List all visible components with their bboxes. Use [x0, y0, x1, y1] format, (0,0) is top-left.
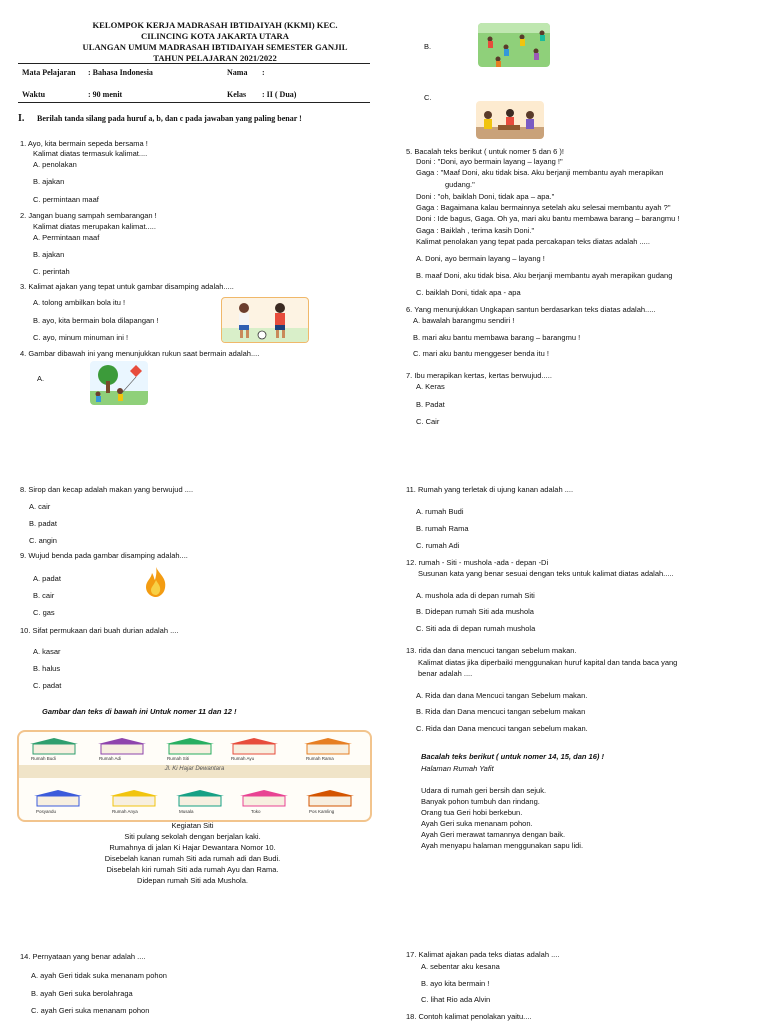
q13-stem-2: Kalimat diatas jika diperbaiki menggunakan huruf kapital dan tanda baca yang [418, 658, 678, 667]
q7-stem: 7. Ibu merapikan kertas, kertas berwujud..... [406, 371, 552, 380]
nama-value: : [262, 68, 265, 77]
house-top-0 [30, 738, 78, 754]
text-14-16-line-3: Orang tua Geri hobi berkebun. [421, 808, 523, 817]
q3-option-c[interactable]: C. ayo, minum minuman ini ! [33, 333, 129, 342]
house-label-posyandu: Posyandu [36, 809, 57, 814]
q13-option-c[interactable]: C. Rida dan Dana mencuci tangan sebelum makan. [416, 724, 588, 733]
q13-option-b[interactable]: B. Rida dan Dana mencuci tangan sebelum makan [416, 707, 586, 716]
section-number: I. [18, 113, 25, 124]
q1-option-b[interactable]: B. ajakan [33, 177, 65, 186]
q4-option-a[interactable]: A. [37, 374, 45, 383]
waktu-label: Waktu [22, 90, 46, 99]
q5-dialog-4: Gaga : Bagaimana kalau bermainnya setelah aku selesai membantu ayah ?" [416, 203, 671, 212]
q12-option-c[interactable]: C. Siti ada di depan rumah mushola [416, 624, 536, 633]
q13-stem-3: benar adalah .... [418, 669, 473, 678]
q17-option-a[interactable]: A. sebentar aku kesana [421, 962, 500, 971]
text-14-16-line-2: Banyak pohon tumbuh dan rindang. [421, 797, 540, 806]
text-14-16-line-4: Ayah Geri suka menanam pohon. [421, 819, 533, 828]
q8-option-b[interactable]: B. padat [29, 519, 57, 528]
q11-stem: 11. Rumah yang terletak di ujung kanan adalah .... [406, 485, 574, 494]
house-top-3 [230, 738, 278, 754]
q6-stem: 6. Yang menunjukkan Ungkapan santun berdasarkan teks diatas adalah..... [406, 305, 656, 314]
q9-option-b[interactable]: B. cair [33, 591, 55, 600]
house-bottom-0 [34, 790, 82, 806]
house-label-anya: Rumah Anya [112, 809, 138, 814]
q11-option-a[interactable]: A. rumah Budi [416, 507, 464, 516]
q3-option-b[interactable]: B. ayo, kita bermain bola dilapangan ! [33, 316, 159, 325]
note-11-12: Gambar dan teks di bawah ini Untuk nomer 11 dan 12 ! [42, 707, 237, 716]
house-label-siti: Rumah Siti [167, 756, 190, 761]
houses-map [17, 730, 372, 822]
text-14-16-line-6: Ayah menyapu halaman menggunakan sapu lidi. [421, 841, 584, 850]
header-line-1: KELOMPOK KERJA MADRASAH IBTIDAIYAH (KKMI) KEC. [92, 20, 338, 30]
house-label-budi: Rumah Budi [31, 756, 56, 761]
q7-option-c[interactable]: C. Cair [416, 417, 440, 426]
q5-dialog-1: Doni : "Doni, ayo bermain layang – layang !" [416, 157, 563, 166]
header-rule-bottom [18, 102, 370, 103]
q13-stem: 13. rida dan dana mencuci tangan sebelum makan. [406, 646, 577, 655]
q6-option-a[interactable]: A. bawalah barangmu sendiri ! [413, 316, 515, 325]
q2-option-c[interactable]: C. perintah [33, 267, 70, 276]
q17-option-b[interactable]: B. ayo kita bermain ! [421, 979, 490, 988]
q12-option-a[interactable]: A. mushola ada di depan rumah Siti [416, 591, 535, 600]
q3-option-a[interactable]: A. tolong ambilkan bola itu ! [33, 298, 126, 307]
mapel-value: : Bahasa Indonesia [88, 68, 153, 77]
q11-option-c[interactable]: C. rumah Adi [416, 541, 460, 550]
header-rule-top [18, 63, 370, 64]
q7-option-a[interactable]: A. Keras [416, 382, 445, 391]
q5-stem: 5. Bacalah teks berikut ( untuk nomer 5 dan 6 )! [406, 147, 565, 156]
fire-icon [143, 566, 169, 603]
q2-stem-2: Kalimat diatas merupakan kalimat..... [33, 222, 156, 231]
q1-option-a[interactable]: A. penolakan [33, 160, 77, 169]
q8-option-a[interactable]: A. cair [29, 502, 51, 511]
q10-option-a[interactable]: A. kasar [33, 647, 61, 656]
header-line-4: TAHUN PELAJARAN 2021/2022 [153, 53, 277, 63]
street-label: Jl. Ki Hajar Dewantara [164, 766, 225, 772]
q14-option-b[interactable]: B. ayah Geri suka berolahraga [31, 989, 133, 998]
house-label-musala: Musala [179, 809, 194, 814]
kegiatan-line-3: Disebelah kanan rumah Siti ada rumah adi dan Budi. [104, 854, 281, 863]
q13-option-a[interactable]: A. Rida dan dana Mencuci tangan Sebelum makan. [416, 691, 588, 700]
q5-option-c[interactable]: C. baiklah Doni, tidak apa - apa [416, 288, 521, 297]
q14-stem: 14. Pernyataan yang benar adalah .... [20, 952, 146, 961]
q5-dialog-3: Doni : "oh, baiklah Doni, tidak apa – apa." [416, 192, 555, 201]
waktu-value: : 90 menit [88, 90, 123, 99]
q4-stem: 4. Gambar dibawah ini yang menunjukkan rukun saat bermain adalah.... [20, 349, 260, 358]
children-playing-picture [476, 101, 544, 139]
q6-option-b[interactable]: B. mari aku bantu membawa barang – barangmu ! [413, 333, 581, 342]
text-14-16-line-1: Udara di rumah geri bersih dan sejuk. [421, 786, 547, 795]
q2-option-a[interactable]: A. Permintaan maaf [33, 233, 100, 242]
mapel-label: Mata Pelajaran [22, 68, 76, 77]
q10-option-c[interactable]: C. padat [33, 681, 62, 690]
house-label-rama: Rumah Rama [306, 756, 334, 761]
house-bottom-4 [306, 790, 354, 806]
text-14-16-title: Halaman Rumah Yafit [421, 764, 494, 773]
q2-stem: 2. Jangan buang sampah sembarangan ! [20, 211, 157, 220]
football-picture [221, 297, 309, 343]
nama-label: Nama [227, 68, 248, 77]
kegiatan-line-2: Rumahnya di jalan Ki Hajar Dewantara Nomor 10. [109, 843, 276, 852]
q9-option-c[interactable]: C. gas [33, 608, 55, 617]
kegiatan-title: Kegiatan Siti [171, 821, 214, 830]
q5-option-a[interactable]: A. Doni, ayo bermain layang – layang ! [416, 254, 545, 263]
q2-option-b[interactable]: B. ajakan [33, 250, 65, 259]
q10-stem: 10. Sifat permukaan dari buah durian adalah .... [20, 626, 179, 635]
house-bottom-2 [176, 790, 224, 806]
q9-option-a[interactable]: A. padat [33, 574, 61, 583]
q1-stem: 1. Ayo, kita bermain sepeda bersama ! [20, 139, 148, 148]
house-label-adi: Rumah Adi [99, 756, 122, 761]
house-bottom-3 [240, 790, 288, 806]
playground-picture [478, 23, 550, 67]
kelas-value: : II ( Dua) [262, 90, 297, 99]
q5-option-b[interactable]: B. maaf Doni, aku tidak bisa. Aku berjanji membantu ayah merapikan gudang [416, 271, 673, 280]
q8-stem: 8. Sirop dan kecap adalah makan yang berwujud .... [20, 485, 194, 494]
q14-option-a[interactable]: A. ayah Geri tidak suka menanam pohon [31, 971, 167, 980]
q4-option-b[interactable]: B. [424, 42, 432, 51]
q7-option-b[interactable]: B. Padat [416, 400, 445, 409]
q5-dialog-2b: gudang." [445, 180, 475, 189]
q17-stem: 17. Kalimat ajakan pada teks diatas adalah .... [406, 950, 560, 959]
text-14-16-line-5: Ayah Geri merawat tamannya dengan baik. [421, 830, 566, 839]
q5-question: Kalimat penolakan yang tepat pada percakapan teks diatas adalah ..... [416, 237, 650, 246]
house-bottom-1 [110, 790, 158, 806]
kegiatan-line-4: Disebelah kiri rumah Siti ada rumah Ayu dan Rama. [106, 865, 279, 874]
q5-dialog-2: Gaga : "Maaf Doni, aku tidak bisa. Aku berjanji membantu ayah merapikan [416, 168, 664, 177]
header-line-3: ULANGAN UMUM MADRASAH IBTIDAIYAH SEMESTER GANJIL [82, 42, 348, 52]
q12-stem: 12. rumah - Siti - mushola -ada - depan -Di [406, 558, 549, 567]
house-label-toko: Toko [251, 809, 261, 814]
q12-option-b[interactable]: B. Didepan rumah Siti ada mushola [416, 607, 534, 616]
q14-option-c[interactable]: C. ayah Geri suka menanam pohon [31, 1006, 150, 1015]
q8-option-c[interactable]: C. angin [29, 536, 57, 545]
q10-option-b[interactable]: B. halus [33, 664, 61, 673]
q9-stem: 9. Wujud benda pada gambar disamping adalah.... [20, 551, 188, 560]
house-label-ayu: Rumah Ayu [231, 756, 255, 761]
q3-stem: 3. Kalimat ajakan yang tepat untuk gambar disamping adalah..... [20, 282, 234, 291]
section-instruction: Berilah tanda silang pada huruf a, b, dan c pada jawaban yang paling benar ! [37, 114, 302, 123]
q5-dialog-5: Doni : Ide bagus, Gaga. Oh ya, mari aku bantu membawa barang – barangmu ! [416, 214, 680, 223]
q17-option-c[interactable]: C. lihat Rio ada Alvin [421, 995, 491, 1004]
q11-option-b[interactable]: B. rumah Rama [416, 524, 469, 533]
house-top-4 [304, 738, 352, 754]
house-top-2 [166, 738, 214, 754]
q18-stem: 18. Contoh kalimat penolakan yaitu.... [406, 1012, 532, 1021]
q1-option-c[interactable]: C. permintaan maaf [33, 195, 99, 204]
kite-picture [90, 361, 148, 405]
kegiatan-line-1: Siti pulang sekolah dengan berjalan kaki. [124, 832, 261, 841]
q6-option-c[interactable]: C. mari aku bantu menggeser benda itu ! [413, 349, 549, 358]
kegiatan-line-5: Didepan rumah Siti ada Mushola. [137, 876, 248, 885]
kelas-label: Kelas [227, 90, 247, 99]
q4-option-c[interactable]: C. [424, 93, 432, 102]
house-top-1 [98, 738, 146, 754]
header-line-2: CILINCING KOTA JAKARTA UTARA [141, 31, 289, 41]
q5-dialog-6: Gaga : Baiklah , terima kasih Doni." [416, 226, 535, 235]
text-14-16-intro: Bacalah teks berikut ( untuk nomer 14, 15, dan 16) ! [421, 752, 604, 761]
q12-stem-2: Susunan kata yang benar sesuai dengan teks untuk kalimat diatas adalah..... [418, 569, 674, 578]
q1-stem-2: Kalimat diatas termasuk kalimat.... [33, 149, 148, 158]
house-label-pos: Pos Kamling [309, 809, 335, 814]
